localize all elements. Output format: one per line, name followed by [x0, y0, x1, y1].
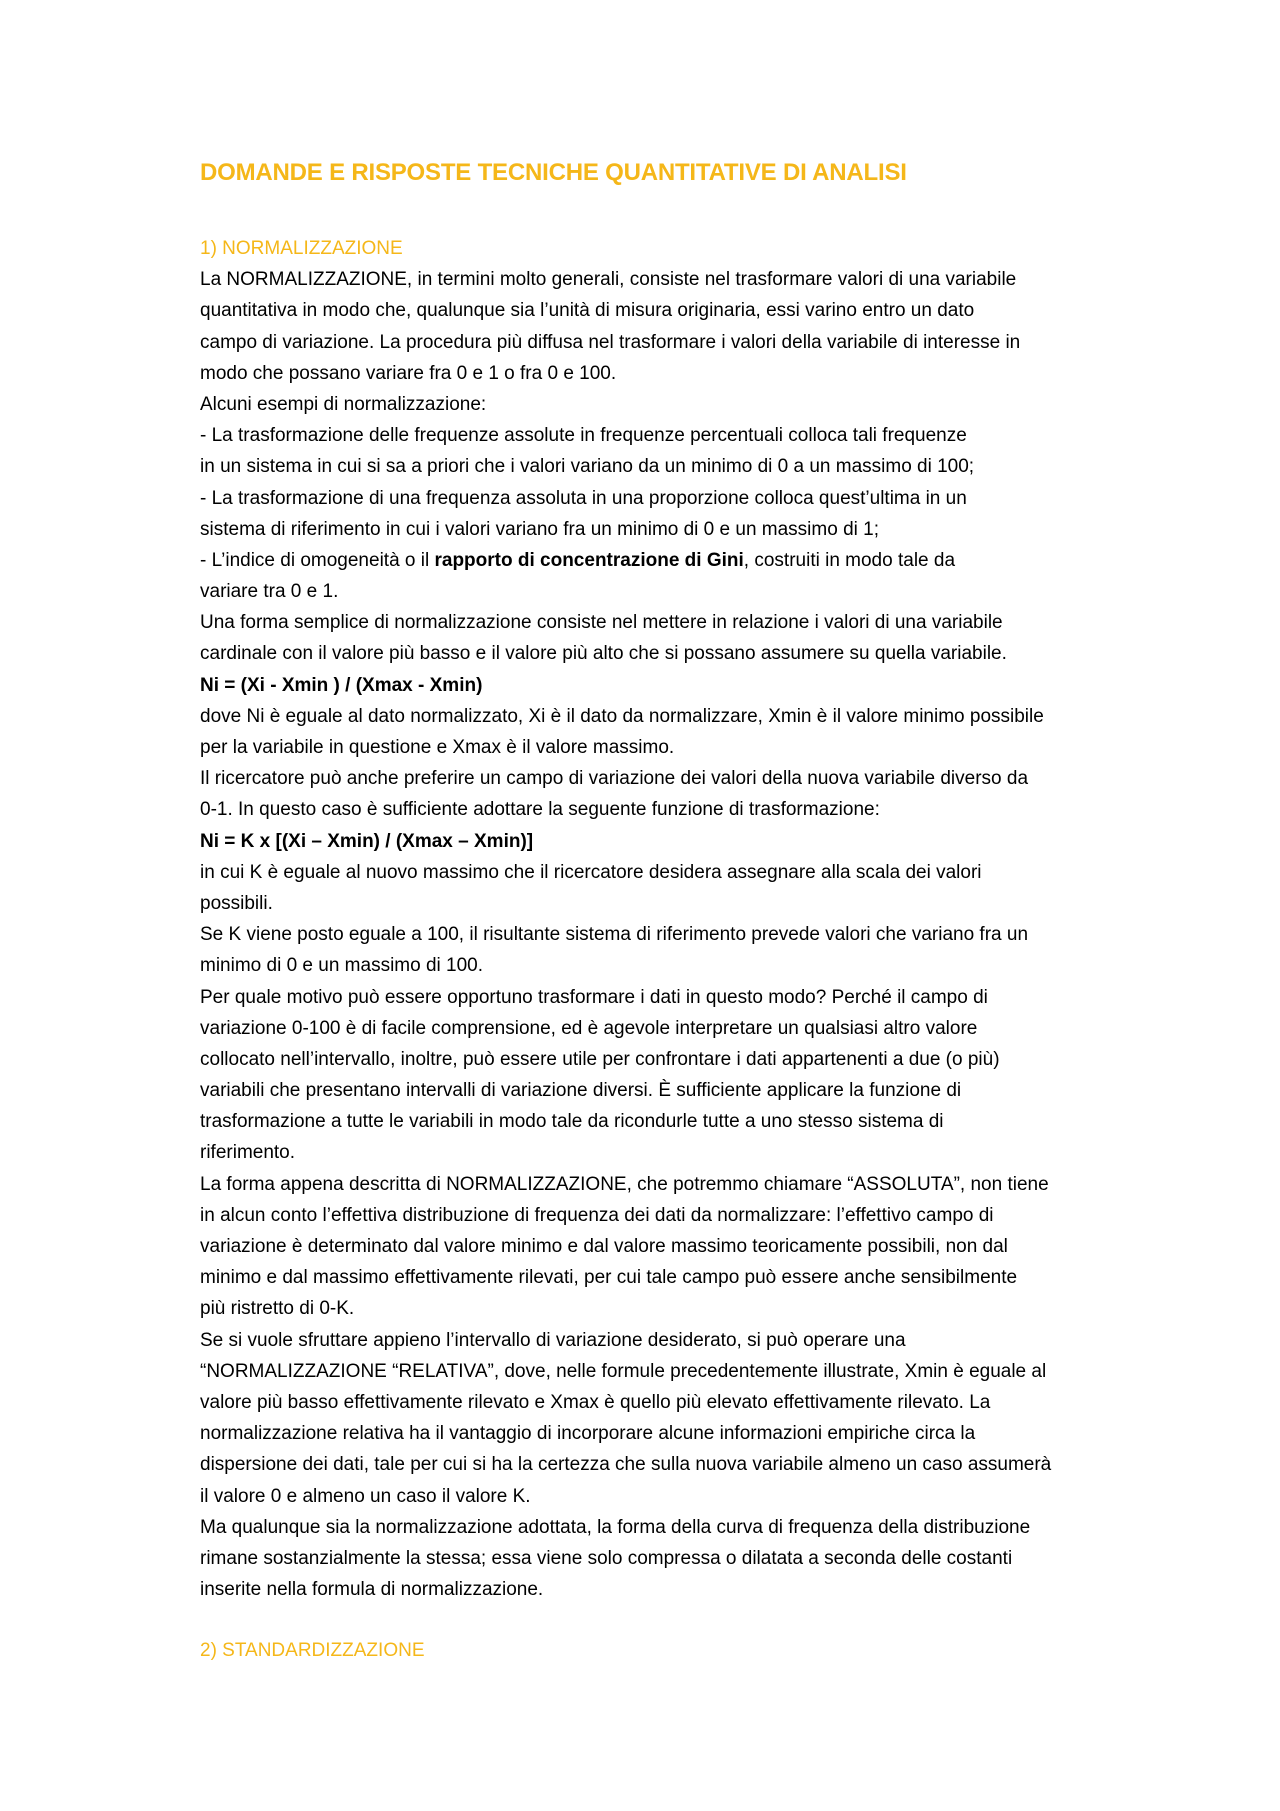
section-standardizzazione	[200, 1635, 1160, 1666]
text-line: cardinale con il valore più basso e il valore più alto che si possano assumere su quella variabile.	[200, 643, 1007, 665]
text-line: - La trasformazione delle frequenze assolute in frequenze percentuali colloca tali frequenze	[200, 425, 967, 447]
text-line: La NORMALIZZAZIONE, in termini molto generali, consiste nel trasformare valori di una variabile	[200, 269, 1017, 291]
text-line: Ma qualunque sia la normalizzazione adottata, la forma della curva di frequenza della distribuzione	[200, 1516, 1031, 1538]
text-line: possibili.	[200, 892, 273, 914]
text-line: “NORMALIZZAZIONE “RELATIVA”, dove, nelle formule precedentemente illustrate, Xmin è eguale al	[200, 1360, 1047, 1382]
text-line: minimo di 0 e un massimo di 100.	[200, 955, 484, 977]
text-segment: , costruiti in modo tale da	[743, 549, 956, 571]
text-line: minimo e dal massimo effettivamente rilevati, per cui tale campo può essere anche sensibilmente	[200, 1267, 1018, 1289]
document-title: DOMANDE E RISPOSTE TECNICHE QUANTITATIVE DI ANALISI	[200, 159, 907, 186]
text-line: variare tra 0 e 1.	[200, 581, 339, 603]
text-line: modo che possano variare fra 0 e 1 o fra 0 e 100.	[200, 362, 617, 384]
text-line: 0-1. In questo caso è sufficiente adottare la seguente funzione di trasformazione:	[200, 799, 880, 821]
text-line: riferimento.	[200, 1142, 296, 1164]
bold-term: rapporto di concentrazione di Gini	[434, 549, 744, 571]
text-line: in cui K è eguale al nuovo massimo che il ricercatore desidera assegnare alla scala dei valori	[200, 861, 982, 883]
text-line: in alcun conto l’effettiva distribuzione di frequenza dei dati da normalizzare: l’effettivo campo di	[200, 1204, 994, 1226]
text-line: inserite nella formula di normalizzazione.	[200, 1579, 544, 1601]
text-line: dove Ni è eguale al dato normalizzato, Xi è il dato da normalizzare, Xmin è il valore minimo possibile	[200, 705, 1044, 727]
text-line: dispersione dei dati, tale per cui si ha la certezza che sulla nuova variabile almeno un caso assumerà	[200, 1454, 1052, 1476]
text-line: per la variabile in questione e Xmax è il valore massimo.	[200, 737, 675, 759]
text-line: Se K viene posto eguale a 100, il risultante sistema di riferimento prevede valori che variano fra un	[200, 924, 1029, 946]
text-line: campo di variazione. La procedura più diffusa nel trasformare i valori della variabile di interesse in	[200, 331, 1021, 353]
text-line: il valore 0 e almeno un caso il valore K.	[200, 1485, 531, 1507]
section-body	[200, 264, 1160, 1605]
text-line: collocato nell’intervallo, inoltre, può essere utile per confrontare i dati appartenenti a due (o più)	[200, 1048, 1000, 1070]
text-line: Per quale motivo può essere opportuno trasformare i dati in questo modo? Perché il campo di	[200, 986, 988, 1008]
text-segment: - L’indice di omogeneità o il	[200, 549, 435, 571]
section-heading: 2) STANDARDIZZAZIONE	[200, 1640, 425, 1661]
formula-line: Ni = K x [(Xi – Xmin) / (Xmax – Xmin)]	[200, 830, 534, 852]
text-line: rimane sostanzialmente la stessa; essa viene solo compressa o dilatata a seconda delle costanti	[200, 1547, 1013, 1569]
text-line: variazione 0-100 è di facile comprensione, ed è agevole interpretare un qualsiasi altro valore	[200, 1017, 978, 1039]
section-normalizzazione	[200, 233, 1160, 1605]
text-line: Il ricercatore può anche preferire un campo di variazione dei valori della nuova variabile diverso da	[200, 768, 1029, 790]
text-line: variazione è determinato dal valore minimo e dal valore massimo teoricamente possibili, non dal	[200, 1236, 1008, 1258]
text-line: Se si vuole sfruttare appieno l’intervallo di variazione desiderato, si può operare una	[200, 1329, 906, 1351]
text-line: - La trasformazione di una frequenza assoluta in una proporzione colloca quest’ultima in un	[200, 487, 967, 509]
text-line: La forma appena descritta di NORMALIZZAZIONE, che potremmo chiamare “ASSOLUTA”, non tiene	[200, 1173, 1049, 1195]
text-line: sistema di riferimento in cui i valori variano fra un minimo di 0 e un massimo di 1;	[200, 518, 879, 540]
text-line: trasformazione a tutte le variabili in modo tale da ricondurle tutte a uno stesso sistema di	[200, 1111, 944, 1133]
text-line: più ristretto di 0-K.	[200, 1298, 355, 1320]
formula-line: Ni = (Xi - Xmin ) / (Xmax - Xmin)	[200, 674, 483, 696]
text-line: Alcuni esempi di normalizzazione:	[200, 393, 487, 415]
section-heading: 1) NORMALIZZAZIONE	[200, 238, 403, 259]
text-line: normalizzazione relativa ha il vantaggio di incorporare alcune informazioni empiriche circa la	[200, 1423, 976, 1445]
text-line: variabili che presentano intervalli di variazione diversi. È sufficiente applicare la funzione di	[200, 1080, 962, 1102]
text-line	[200, 545, 1160, 576]
text-line: in un sistema in cui si sa a priori che i valori variano da un minimo di 0 a un massimo di 100;	[200, 456, 975, 478]
text-line: quantitativa in modo che, qualunque sia l’unità di misura originaria, essi varino entro un dato	[200, 300, 975, 322]
text-line: Una forma semplice di normalizzazione consiste nel mettere in relazione i valori di una variabile	[200, 612, 1003, 634]
text-line: valore più basso effettivamente rilevato e Xmax è quello più elevato effettivamente rilevato. La	[200, 1391, 991, 1413]
